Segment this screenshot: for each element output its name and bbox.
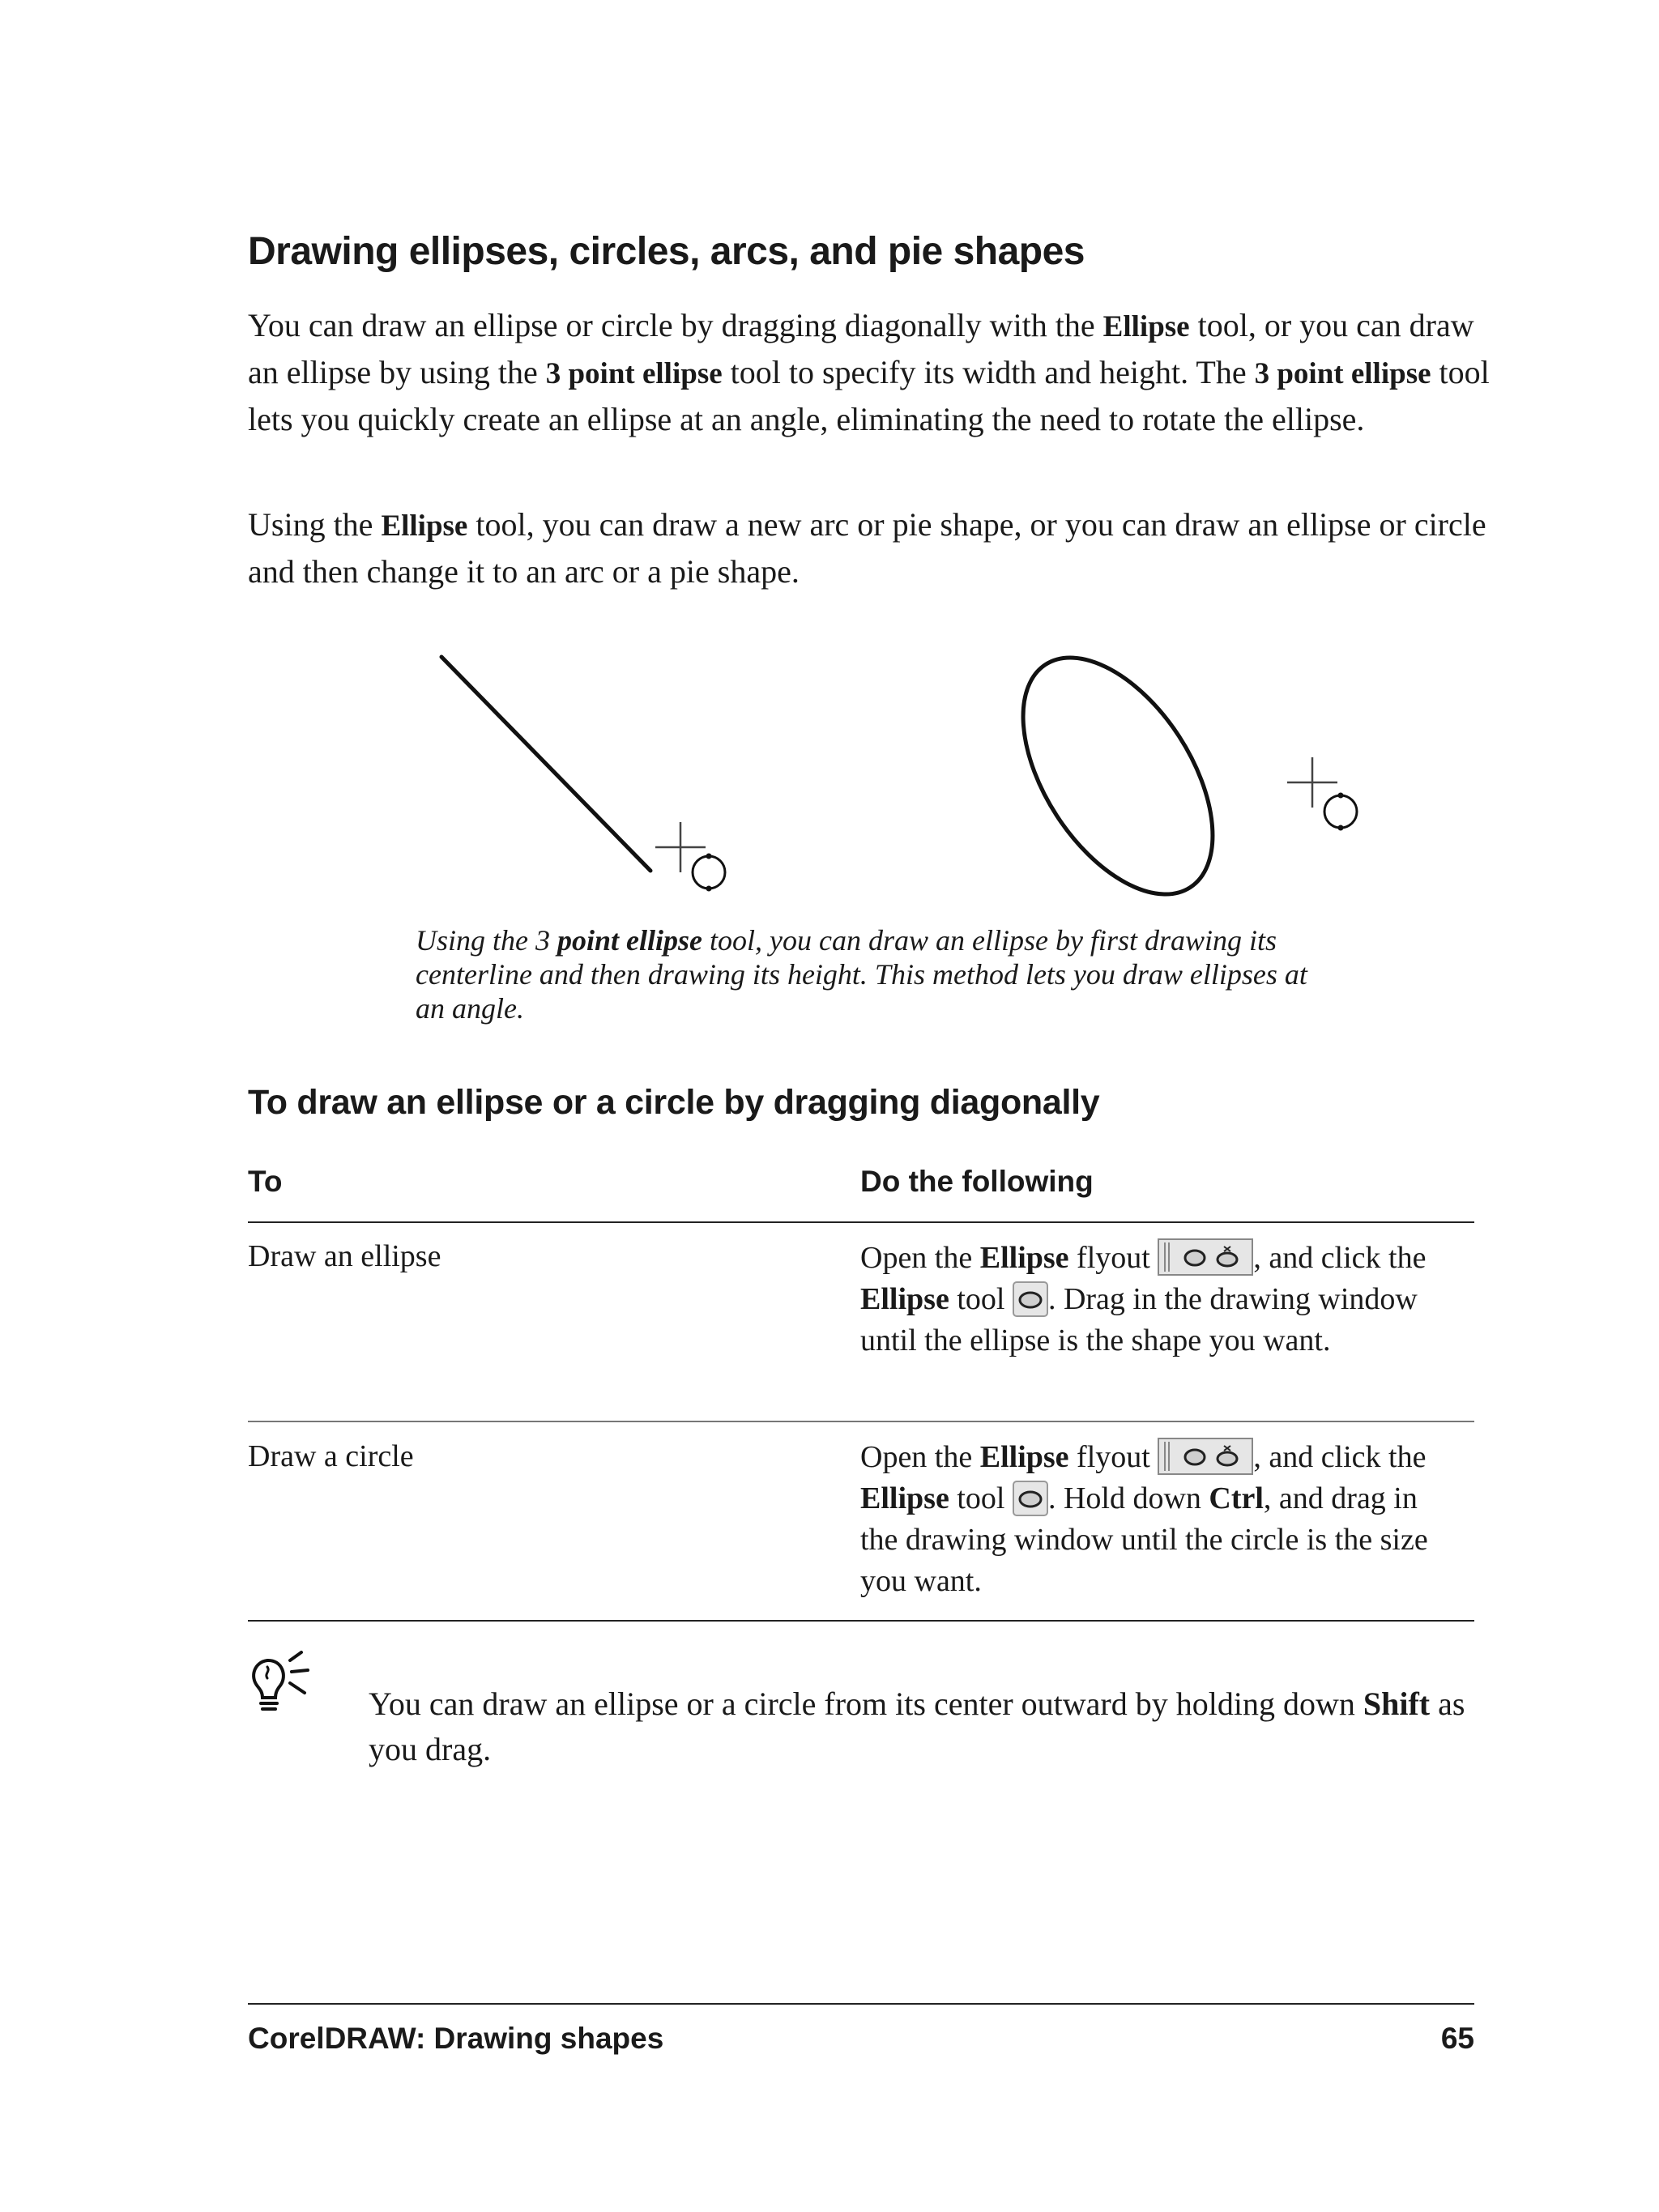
table-header-rule	[248, 1221, 1474, 1223]
table-cell-to: Draw a circle	[248, 1439, 414, 1473]
footer-title: CorelDRAW: Drawing shapes	[248, 2022, 664, 2055]
text-run: , and drag in the drawing window until the circle is the size you want.	[860, 1481, 1428, 1599]
ctrl-key-term: Ctrl	[1209, 1481, 1264, 1516]
figure-caption	[416, 923, 1339, 1025]
text-run: You can draw an ellipse or circle by dragging diagonally with the	[248, 307, 1103, 343]
shift-key-term: Shift	[1363, 1686, 1431, 1722]
ellipse-tool-icon	[1013, 1281, 1048, 1317]
ellipse-cursor-icon	[655, 822, 725, 892]
intro-paragraph	[248, 303, 1495, 442]
text-run: , and click the	[1253, 1241, 1427, 1275]
ellipse-tool-term: Ellipse	[381, 509, 468, 543]
lightbulb-tip-icon	[243, 1644, 324, 1717]
text-run: tool, you can draw a new arc or pie shape, or you can draw an ellipse or circle and then change it to an arc or a pie shape.	[248, 506, 1486, 590]
table-cell-do	[860, 1238, 1444, 1362]
text-run: . Drag in the drawing window until the ellipse is the shape you want.	[860, 1282, 1418, 1358]
arc-pie-paragraph	[248, 502, 1495, 595]
page-number: 65	[1440, 2022, 1474, 2055]
ellipse-term: Ellipse	[979, 1241, 1069, 1275]
text-run: Using the	[248, 506, 382, 543]
procedure-heading: To draw an ellipse or a circle by dragging diagonally	[248, 1083, 1100, 1122]
text-run: You can draw an ellipse or a circle from its center outward by holding down	[369, 1686, 1363, 1722]
text-run: as you drag.	[369, 1686, 1465, 1767]
text-run: tool	[949, 1481, 1013, 1516]
centerline-stroke	[441, 657, 650, 871]
table-header-to: To	[248, 1165, 283, 1198]
text-run: . Hold down	[1047, 1481, 1209, 1516]
ellipse-term: Ellipse	[860, 1282, 949, 1317]
ellipse-flyout-icon	[1158, 1238, 1253, 1276]
three-point-ellipse-term: 3 point ellipse	[545, 357, 723, 390]
text-run: flyout	[1068, 1440, 1158, 1474]
ellipse-tool-icon	[1013, 1481, 1048, 1516]
text-run: tool, you can draw an ellipse by first drawing its centerline and then drawing its height. This method lets you draw ellipses at an angle.	[416, 924, 1307, 1025]
table-row-divider	[248, 1421, 1474, 1422]
text-run: Using the 3	[416, 924, 557, 957]
page-heading: Drawing ellipses, circles, arcs, and pie shapes	[248, 230, 1085, 273]
ellipse-flyout-icon	[1158, 1438, 1253, 1475]
text-run: flyout	[1068, 1241, 1158, 1275]
text-run: tool, or you can draw an ellipse by using the	[248, 307, 1474, 390]
ellipse-cursor-icon	[1287, 757, 1357, 831]
text-run: tool lets you quickly create an ellipse at an angle, eliminating the need to rotate the ellipse.	[248, 354, 1490, 437]
table-cell-do	[860, 1437, 1444, 1602]
text-run: tool	[949, 1282, 1013, 1317]
ellipse-tool-term: Ellipse	[1102, 310, 1190, 343]
table-cell-to: Draw an ellipse	[248, 1239, 441, 1273]
table-header-do: Do the following	[860, 1165, 1094, 1198]
text-run: Open the	[860, 1241, 980, 1275]
text-run: tool to specify its width and height. The	[722, 354, 1255, 390]
caption-term: point ellipse	[557, 924, 702, 957]
ellipse-term: Ellipse	[860, 1481, 949, 1516]
text-run: Open the	[860, 1440, 980, 1474]
three-point-ellipse-illustration	[405, 624, 1418, 915]
angled-ellipse	[984, 624, 1252, 915]
tip-text	[369, 1681, 1486, 1772]
footer-rule	[248, 2003, 1474, 2005]
three-point-ellipse-term: 3 point ellipse	[1254, 357, 1431, 390]
ellipse-term: Ellipse	[979, 1440, 1069, 1474]
table-bottom-rule	[248, 1620, 1474, 1622]
text-run: , and click the	[1253, 1440, 1427, 1474]
